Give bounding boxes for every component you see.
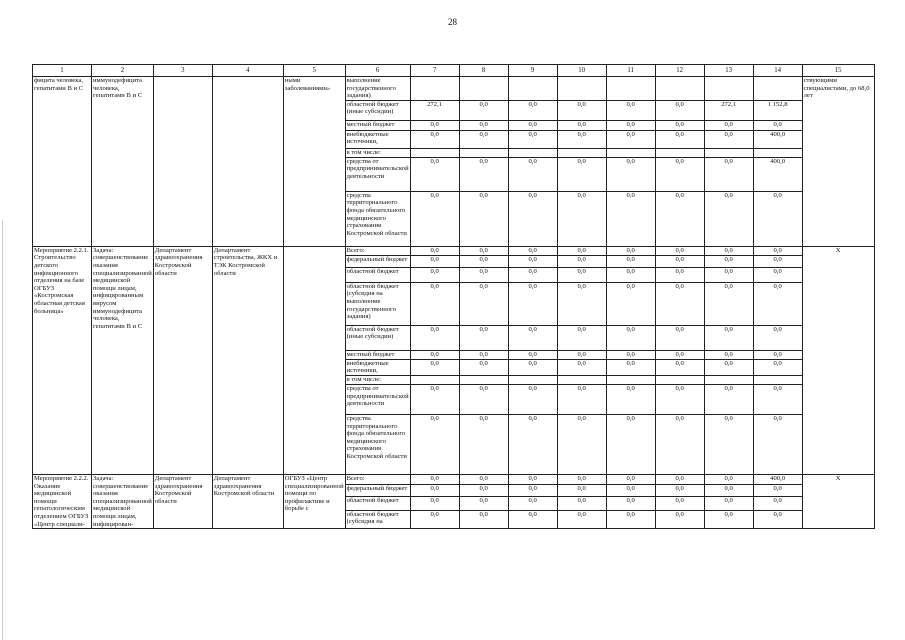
value-cell: 0,0 <box>410 414 459 474</box>
value-cell: 0,0 <box>606 246 655 255</box>
value-cell: 0,0 <box>508 157 557 191</box>
value-cell: 0,0 <box>606 496 655 510</box>
value-cell <box>459 77 508 101</box>
value-cell: 0,0 <box>508 100 557 120</box>
value-cell: 0,0 <box>410 191 459 246</box>
value-cell: 0,0 <box>704 510 753 529</box>
value-cell: 0,0 <box>704 267 753 282</box>
value-cell <box>557 375 606 384</box>
value-cell: 0,0 <box>753 325 802 350</box>
value-cell: 0,0 <box>557 267 606 282</box>
value-cell: 0,0 <box>557 100 606 120</box>
value-cell: 0,0 <box>459 359 508 375</box>
value-cell: 0,0 <box>508 267 557 282</box>
value-cell: 0,0 <box>459 120 508 130</box>
section-c15-cell: X <box>802 246 874 474</box>
funding-source-cell: областной бюджет <box>345 267 410 282</box>
value-cell: 0,0 <box>557 157 606 191</box>
value-cell: 0,0 <box>753 414 802 474</box>
value-cell: 0,0 <box>459 485 508 496</box>
section-c5-cell: ОГБУЗ «Центр специализированной помощи по профилактике и борьбе с <box>283 474 345 528</box>
value-cell: 0,0 <box>655 100 704 120</box>
funding-source-cell: Всего: <box>345 474 410 484</box>
value-cell: 0,0 <box>410 255 459 267</box>
value-cell <box>655 77 704 101</box>
value-cell: 0,0 <box>410 282 459 325</box>
value-cell: 0,0 <box>410 359 459 375</box>
value-cell: 0,0 <box>508 510 557 529</box>
value-cell: 400,0 <box>753 130 802 148</box>
value-cell: 0,0 <box>704 384 753 414</box>
value-cell: 0,0 <box>557 130 606 148</box>
value-cell <box>606 77 655 101</box>
table-row <box>33 474 875 484</box>
value-cell <box>557 148 606 157</box>
value-cell: 400,0 <box>753 157 802 191</box>
table-body <box>33 65 875 529</box>
value-cell: 0,0 <box>704 496 753 510</box>
value-cell: 0,0 <box>557 255 606 267</box>
value-cell <box>753 375 802 384</box>
value-cell: 0,0 <box>753 120 802 130</box>
funding-source-cell: внебюджетные источники, <box>345 130 410 148</box>
value-cell: 0,0 <box>508 325 557 350</box>
value-cell <box>459 375 508 384</box>
scan-edge-line <box>2 220 3 640</box>
value-cell: 0,0 <box>508 496 557 510</box>
column-number-cell: 3 <box>153 65 212 77</box>
value-cell <box>655 148 704 157</box>
value-cell: 0,0 <box>508 120 557 130</box>
column-number-cell: 12 <box>655 65 704 77</box>
section-c1-cell: Мероприятие 2.2.1. Строительство детского инфекционного отделения на базе ОГБУЗ «Костромская областная детская больница» <box>33 246 92 474</box>
value-cell: 0,0 <box>557 359 606 375</box>
funding-source-cell: областной бюджет (субсидия на <box>345 510 410 529</box>
section-c1-cell: Мероприятие 2.2.2. Оказание медицинской помощи гепатологическим отделением ОГБУЗ «Центр специали- <box>33 474 92 528</box>
section-c3-cell: Департамент здравоохранения Костромской области <box>153 246 212 474</box>
value-cell: 0,0 <box>655 359 704 375</box>
value-cell: 0,0 <box>655 474 704 484</box>
value-cell: 0,0 <box>459 510 508 529</box>
value-cell: 0,0 <box>606 414 655 474</box>
value-cell: 0,0 <box>557 510 606 529</box>
value-cell: 0,0 <box>753 282 802 325</box>
value-cell: 0,0 <box>459 414 508 474</box>
value-cell: 0,0 <box>606 350 655 359</box>
value-cell: 0,0 <box>410 267 459 282</box>
value-cell: 0,0 <box>410 350 459 359</box>
section-c5-cell: ными заболеваниями» <box>283 77 345 247</box>
value-cell: 0,0 <box>508 384 557 414</box>
value-cell: 0,0 <box>557 350 606 359</box>
header-row <box>33 65 875 77</box>
value-cell: 0,0 <box>557 246 606 255</box>
value-cell: 0,0 <box>459 191 508 246</box>
value-cell <box>704 77 753 101</box>
value-cell: 0,0 <box>410 384 459 414</box>
value-cell: 0,0 <box>655 246 704 255</box>
value-cell: 0,0 <box>753 496 802 510</box>
column-number-cell: 1 <box>33 65 92 77</box>
funding-source-cell: областной бюджет <box>345 496 410 510</box>
table-row <box>33 246 875 255</box>
section-c15-cell: X <box>802 474 874 528</box>
value-cell <box>704 148 753 157</box>
value-cell: 0,0 <box>459 282 508 325</box>
value-cell: 0,0 <box>459 496 508 510</box>
value-cell: 0,0 <box>410 496 459 510</box>
value-cell: 0,0 <box>655 130 704 148</box>
value-cell: 0,0 <box>557 191 606 246</box>
funding-source-cell: средства территориального фонда обязательного медицинского страхования Костромской области <box>345 414 410 474</box>
value-cell: 0,0 <box>410 325 459 350</box>
funding-source-cell: средства от предпринимательской деятельности <box>345 157 410 191</box>
value-cell: 0,0 <box>704 191 753 246</box>
section-c3-cell: Департамент здравоохранения Костромской области <box>153 474 212 528</box>
value-cell: 272,1 <box>410 100 459 120</box>
value-cell: 0,0 <box>459 100 508 120</box>
value-cell: 0,0 <box>606 255 655 267</box>
value-cell: 0,0 <box>410 474 459 484</box>
column-number-cell: 10 <box>557 65 606 77</box>
value-cell: 0,0 <box>655 325 704 350</box>
value-cell: 272,1 <box>704 100 753 120</box>
value-cell: 0,0 <box>704 474 753 484</box>
funding-source-cell: в том числе: <box>345 375 410 384</box>
column-number-cell: 11 <box>606 65 655 77</box>
value-cell: 0,0 <box>508 191 557 246</box>
value-cell: 0,0 <box>655 485 704 496</box>
funding-source-cell: федеральный бюджет <box>345 485 410 496</box>
section-c3-cell <box>153 77 212 247</box>
value-cell: 0,0 <box>655 282 704 325</box>
funding-source-cell: Всего: <box>345 246 410 255</box>
value-cell: 0,0 <box>459 474 508 484</box>
column-number-cell: 6 <box>345 65 410 77</box>
value-cell: 0,0 <box>606 485 655 496</box>
section-c15-cell: ствующими специалистами, до 68,0 лет <box>802 77 874 247</box>
value-cell <box>704 375 753 384</box>
value-cell: 0,0 <box>655 384 704 414</box>
column-number-cell: 4 <box>212 65 283 77</box>
value-cell: 0,0 <box>459 130 508 148</box>
value-cell: 400,0 <box>753 474 802 484</box>
value-cell: 0,0 <box>606 325 655 350</box>
value-cell: 0,0 <box>606 120 655 130</box>
value-cell: 0,0 <box>459 157 508 191</box>
column-number-cell: 9 <box>508 65 557 77</box>
value-cell: 0,0 <box>410 510 459 529</box>
column-number-cell: 8 <box>459 65 508 77</box>
value-cell: 0,0 <box>606 510 655 529</box>
funding-source-cell: областной бюджет (иные субсидии) <box>345 100 410 120</box>
value-cell: 0,0 <box>704 350 753 359</box>
funding-source-cell: областной бюджет (иные субсидии) <box>345 325 410 350</box>
value-cell: 0,0 <box>704 414 753 474</box>
value-cell: 0,0 <box>508 255 557 267</box>
value-cell <box>557 77 606 101</box>
value-cell: 0,0 <box>704 246 753 255</box>
column-number-cell: 2 <box>92 65 154 77</box>
column-number-cell: 15 <box>802 65 874 77</box>
value-cell: 0,0 <box>557 496 606 510</box>
value-cell: 0,0 <box>655 120 704 130</box>
funding-source-cell: средства от предпринимательской деятельности <box>345 384 410 414</box>
value-cell: 0,0 <box>508 130 557 148</box>
funding-source-cell: средства территориального фонда обязательного медицинского страхования Костромской области <box>345 191 410 246</box>
value-cell: 0,0 <box>606 100 655 120</box>
value-cell: 0,0 <box>704 157 753 191</box>
value-cell: 0,0 <box>704 325 753 350</box>
value-cell: 0,0 <box>410 485 459 496</box>
value-cell: 0,0 <box>655 255 704 267</box>
column-number-cell: 14 <box>753 65 802 77</box>
value-cell: 0,0 <box>655 267 704 282</box>
value-cell <box>508 77 557 101</box>
value-cell: 0,0 <box>606 384 655 414</box>
funding-source-cell: местный бюджет <box>345 120 410 130</box>
value-cell: 0,0 <box>753 255 802 267</box>
value-cell: 0,0 <box>459 246 508 255</box>
value-cell: 0,0 <box>508 485 557 496</box>
value-cell: 0,0 <box>508 414 557 474</box>
value-cell <box>410 77 459 101</box>
funding-source-cell: областной бюджет (субсидия на выполнение государственного задания) <box>345 282 410 325</box>
section-c5-cell <box>283 246 345 474</box>
value-cell: 0,0 <box>410 157 459 191</box>
funding-source-cell: в том числе: <box>345 148 410 157</box>
value-cell: 0,0 <box>508 350 557 359</box>
value-cell: 0,0 <box>753 267 802 282</box>
funding-source-cell: выполнение государственного задания) <box>345 77 410 101</box>
value-cell: 1 152,8 <box>753 100 802 120</box>
section-c1-cell: фицита человека, гепатитами В и С <box>33 77 92 247</box>
value-cell: 0,0 <box>459 384 508 414</box>
value-cell: 0,0 <box>508 474 557 484</box>
value-cell: 0,0 <box>753 191 802 246</box>
value-cell: 0,0 <box>606 130 655 148</box>
value-cell <box>508 148 557 157</box>
value-cell <box>606 148 655 157</box>
value-cell: 0,0 <box>655 496 704 510</box>
value-cell: 0,0 <box>557 485 606 496</box>
value-cell: 0,0 <box>508 246 557 255</box>
column-number-cell: 5 <box>283 65 345 77</box>
value-cell: 0,0 <box>606 359 655 375</box>
value-cell: 0,0 <box>606 474 655 484</box>
value-cell: 0,0 <box>606 267 655 282</box>
value-cell: 0,0 <box>557 120 606 130</box>
value-cell: 0,0 <box>606 282 655 325</box>
column-number-cell: 7 <box>410 65 459 77</box>
value-cell: 0,0 <box>410 246 459 255</box>
value-cell: 0,0 <box>557 384 606 414</box>
value-cell: 0,0 <box>704 130 753 148</box>
value-cell: 0,0 <box>704 359 753 375</box>
value-cell: 0,0 <box>606 157 655 191</box>
value-cell: 0,0 <box>557 474 606 484</box>
value-cell: 0,0 <box>459 350 508 359</box>
section-c2-cell: Задача: совершенствование оказания специализированной медицинской помощи лицам, инфицированным вирусом иммунодефицита человека, гепатитами В и С <box>92 246 154 474</box>
funding-source-cell: федеральный бюджет <box>345 255 410 267</box>
value-cell: 0,0 <box>704 120 753 130</box>
value-cell: 0,0 <box>704 282 753 325</box>
value-cell: 0,0 <box>459 267 508 282</box>
value-cell: 0,0 <box>459 325 508 350</box>
value-cell: 0,0 <box>557 414 606 474</box>
value-cell: 0,0 <box>508 359 557 375</box>
section-c2-cell: Задача: совершенствование оказания специализированной медицинской помощи лицам, инфицирован- <box>93 474 152 528</box>
value-cell: 0,0 <box>410 120 459 130</box>
table-row <box>33 77 875 101</box>
funding-source-cell: местный бюджет <box>345 350 410 359</box>
value-cell <box>753 77 802 101</box>
value-cell <box>508 375 557 384</box>
column-number-cell: 13 <box>704 65 753 77</box>
value-cell: 0,0 <box>655 350 704 359</box>
value-cell <box>459 148 508 157</box>
section-c4-cell: Департамент строительства, ЖКХ и ТЭК Костромской области <box>212 246 283 474</box>
budget-table <box>32 64 875 529</box>
value-cell <box>410 375 459 384</box>
value-cell: 0,0 <box>606 191 655 246</box>
value-cell: 0,0 <box>753 384 802 414</box>
value-cell: 0,0 <box>753 350 802 359</box>
value-cell: 0,0 <box>753 359 802 375</box>
value-cell: 0,0 <box>655 510 704 529</box>
value-cell: 0,0 <box>410 130 459 148</box>
value-cell: 0,0 <box>655 414 704 474</box>
value-cell: 0,0 <box>557 325 606 350</box>
value-cell: 0,0 <box>655 157 704 191</box>
value-cell: 0,0 <box>704 485 753 496</box>
value-cell <box>655 375 704 384</box>
value-cell <box>606 375 655 384</box>
section-c2-cell: иммунодефицита человека, гепатитами В и С <box>92 77 154 247</box>
section-c4-cell: Департамент здравоохранения Костромской области <box>212 474 283 528</box>
value-cell: 0,0 <box>753 246 802 255</box>
value-cell: 0,0 <box>459 255 508 267</box>
value-cell: 0,0 <box>753 510 802 529</box>
value-cell: 0,0 <box>753 485 802 496</box>
value-cell <box>410 148 459 157</box>
value-cell: 0,0 <box>508 282 557 325</box>
value-cell: 0,0 <box>557 282 606 325</box>
funding-source-cell: внебюджетные источники, <box>345 359 410 375</box>
value-cell <box>753 148 802 157</box>
value-cell: 0,0 <box>655 191 704 246</box>
page-number: 28 <box>448 17 457 27</box>
value-cell: 0,0 <box>704 255 753 267</box>
section-c4-cell <box>212 77 283 247</box>
